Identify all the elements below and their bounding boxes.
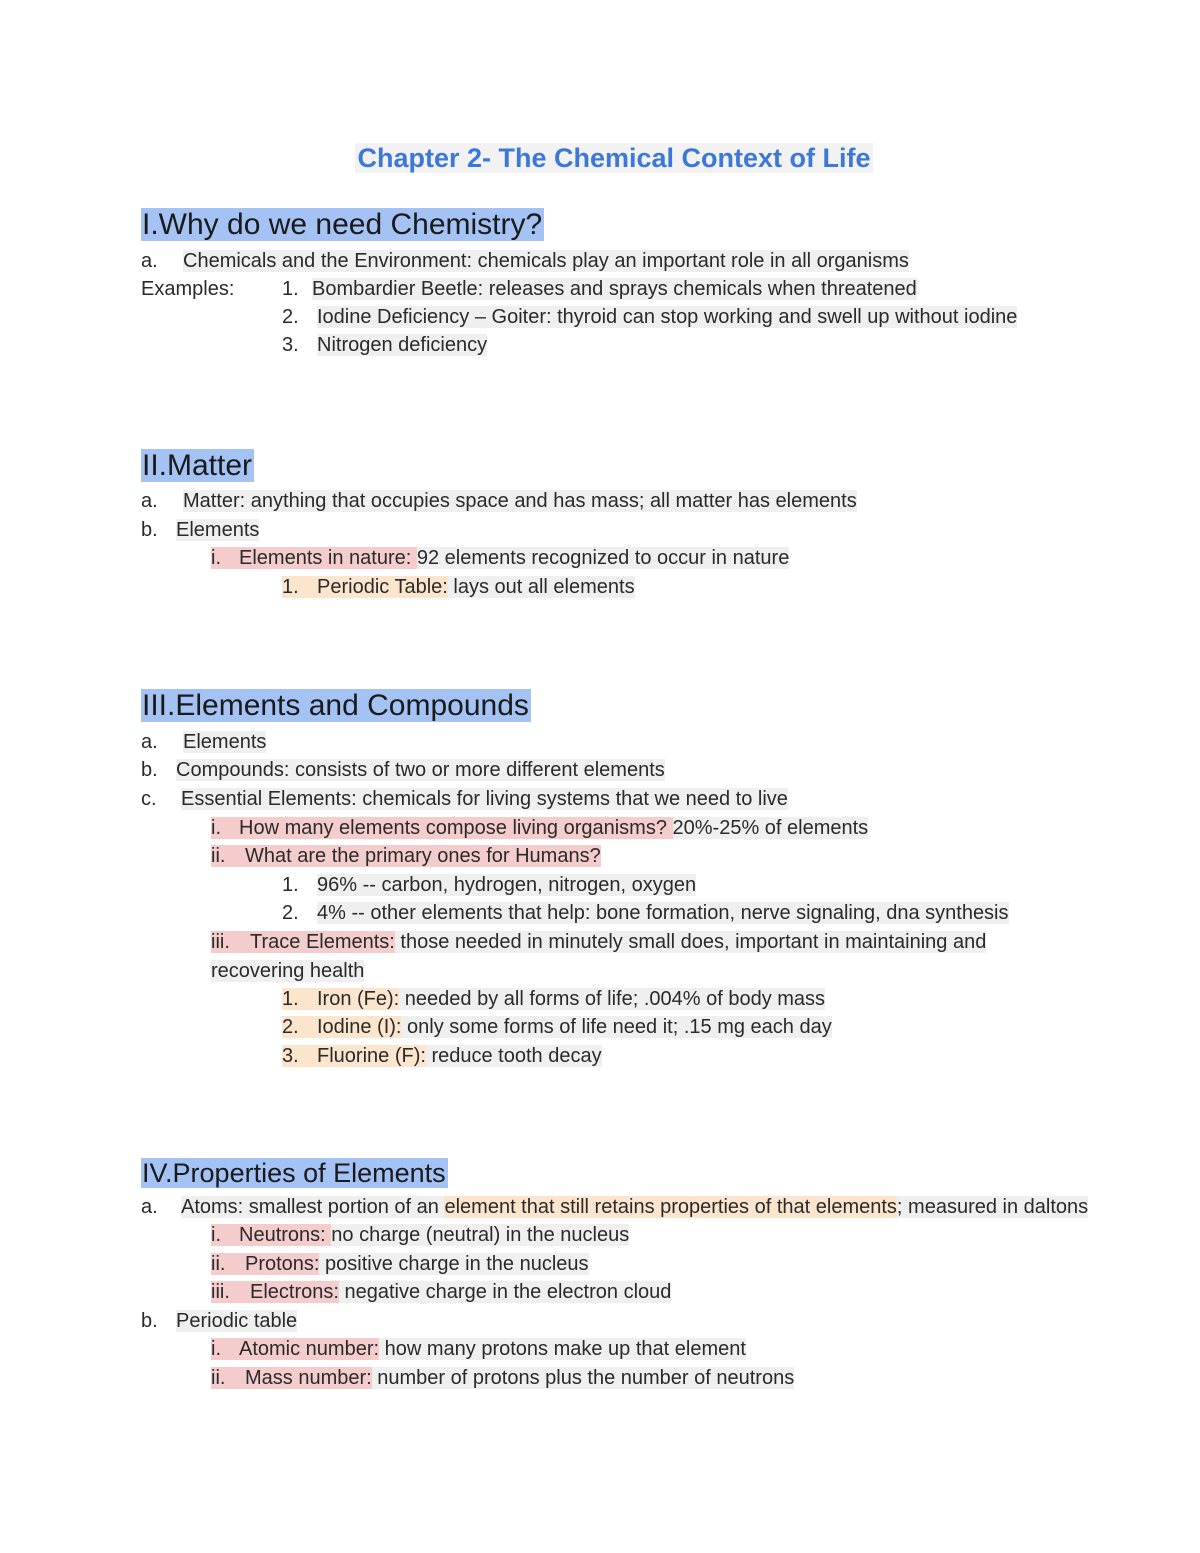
- list-item: [282, 872, 696, 898]
- document-title: Chapter 2- The Chemical Context of Life: [357, 143, 871, 173]
- list-item-continuation: [211, 958, 364, 984]
- term: Fluorine (F):: [317, 1045, 426, 1067]
- term: Mass number:: [245, 1367, 372, 1389]
- list-item: [211, 1336, 746, 1362]
- description: chemicals play an important role in all organisms: [472, 250, 909, 272]
- list-item: [211, 929, 986, 955]
- list-item: [282, 986, 825, 1012]
- list-text: Nitrogen deficiency: [317, 334, 488, 356]
- list-marker: 2.: [282, 306, 299, 328]
- description: number of protons plus the number of neutrons: [371, 1367, 795, 1389]
- list-marker: b.: [141, 1310, 158, 1332]
- description: needed by all forms of life; .004% of body mass: [399, 988, 826, 1010]
- description: anything that occupies space and has mass; all matter has elements: [245, 490, 857, 512]
- list-marker: c.: [141, 788, 157, 810]
- section-heading-1: I.Why do we need Chemistry?: [142, 208, 543, 241]
- list-marker: b.: [141, 519, 158, 541]
- term: Elements in nature:: [239, 547, 417, 569]
- list-item: [141, 786, 788, 812]
- list-text: Elements: [176, 519, 260, 541]
- list-marker: a.: [141, 250, 158, 272]
- description: recovering health: [211, 960, 365, 982]
- description: how many protons make up that element: [379, 1338, 746, 1360]
- list-marker: 3.: [282, 334, 299, 356]
- list-item: [141, 1308, 297, 1334]
- description: consists of two or more different elements: [289, 759, 665, 781]
- list-item: [211, 815, 868, 841]
- term: Protons:: [245, 1253, 320, 1275]
- list-text: 4% -- other elements that help: bone formation, nerve signaling, dna synthesis: [317, 902, 1009, 924]
- description: positive charge in the nucleus: [319, 1253, 589, 1275]
- list-marker: ii.: [211, 1367, 226, 1389]
- description: those needed in minutely small does, important in maintaining and: [394, 931, 987, 953]
- section-heading-3: III.Elements and Compounds: [142, 689, 529, 722]
- description: 92 elements recognized to occur in nature: [416, 547, 790, 569]
- list-item: [141, 757, 665, 783]
- term: Essential Elements:: [181, 788, 357, 810]
- examples-label: Examples:: [141, 278, 235, 300]
- section-heading-2: II.Matter: [142, 449, 253, 482]
- list-marker: 2.: [282, 1016, 299, 1038]
- list-marker: iii.: [211, 931, 230, 953]
- list-item: [141, 1194, 1088, 1220]
- list-marker: a.: [141, 1196, 158, 1218]
- term: Iodine (I):: [317, 1016, 402, 1038]
- list-marker: ii.: [211, 1253, 226, 1275]
- list-marker: 1.: [282, 278, 299, 300]
- description: smallest portion of an: [243, 1196, 445, 1218]
- description: reduce tooth decay: [425, 1045, 602, 1067]
- list-marker: 3.: [282, 1045, 299, 1067]
- list-item: [141, 488, 857, 514]
- list-item: [211, 1279, 671, 1305]
- description: ; measured in daltons: [896, 1196, 1089, 1218]
- list-marker: i.: [211, 547, 221, 569]
- list-item: [282, 1014, 832, 1040]
- term: Atomic number:: [239, 1338, 380, 1360]
- term: Iron (Fe):: [317, 988, 400, 1010]
- list-item: [211, 1365, 794, 1391]
- term: Trace Elements:: [250, 931, 395, 953]
- list-marker: 1.: [282, 874, 299, 896]
- term: Electrons:: [250, 1281, 339, 1303]
- term: Atoms:: [181, 1196, 244, 1218]
- list-marker: 1.: [282, 576, 299, 598]
- description: only some forms of life need it; .15 mg each day: [401, 1016, 832, 1038]
- term: Compounds:: [176, 759, 290, 781]
- term: How many elements compose living organisms?: [239, 817, 673, 839]
- list-item: [141, 517, 259, 543]
- term: Periodic Table:: [317, 576, 448, 598]
- list-text: Bombardier Beetle: releases and sprays chemicals when threatened: [312, 278, 917, 300]
- list-item: [282, 574, 635, 600]
- list-item: [211, 1251, 589, 1277]
- description: no charge (neutral) in the nucleus: [331, 1224, 630, 1246]
- description: 20%-25% of elements: [672, 817, 869, 839]
- term: What are the primary ones for Humans?: [245, 845, 601, 867]
- list-item: [211, 843, 601, 869]
- list-marker: i.: [211, 817, 221, 839]
- list-marker: b.: [141, 759, 158, 781]
- list-item: [211, 545, 789, 571]
- list-item: [282, 1043, 602, 1069]
- description: lays out all elements: [447, 576, 635, 598]
- list-text: Iodine Deficiency – Goiter: thyroid can stop working and swell up without iodine: [317, 306, 1018, 328]
- list-marker: 1.: [282, 988, 299, 1010]
- list-item: [282, 332, 487, 358]
- list-item: [141, 248, 909, 274]
- list-marker: ii.: [211, 845, 226, 867]
- description: negative charge in the electron cloud: [338, 1281, 672, 1303]
- description: chemicals for living systems that we need to live: [356, 788, 788, 810]
- term: Neutrons:: [239, 1224, 332, 1246]
- list-marker: 2.: [282, 902, 299, 924]
- list-marker: a.: [141, 490, 158, 512]
- list-marker: a.: [141, 731, 158, 753]
- list-item: [211, 1222, 629, 1248]
- list-text: Elements: [183, 731, 267, 753]
- term: Matter:: [183, 490, 246, 512]
- list-text: 96% -- carbon, hydrogen, nitrogen, oxygen: [317, 874, 697, 896]
- list-item: [141, 276, 917, 302]
- list-item: [141, 729, 266, 755]
- highlighted-text: element that still retains properties of that elements: [444, 1196, 897, 1218]
- list-marker: i.: [211, 1338, 221, 1360]
- list-marker: iii.: [211, 1281, 230, 1303]
- section-heading-4: IV.Properties of Elements: [142, 1158, 446, 1188]
- list-marker: i.: [211, 1224, 221, 1246]
- list-text: Periodic table: [176, 1310, 298, 1332]
- list-item: [282, 900, 1009, 926]
- list-item: [282, 304, 1017, 330]
- term: Chemicals and the Environment:: [183, 250, 473, 272]
